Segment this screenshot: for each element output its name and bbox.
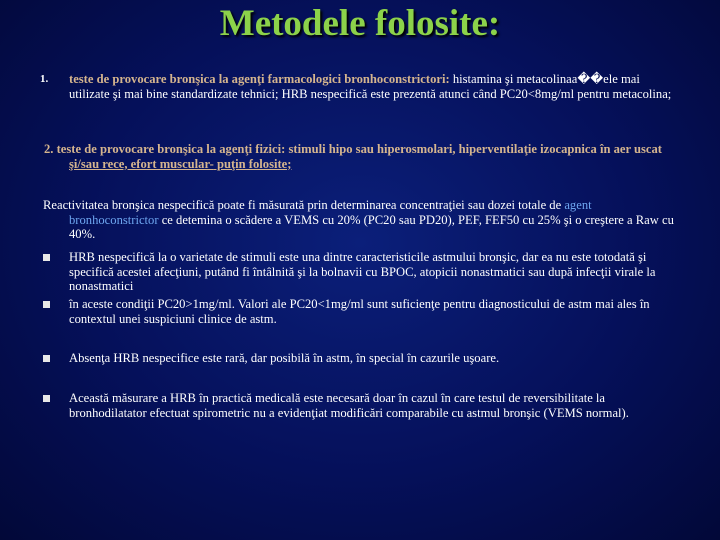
paragraph-part1: Reactivitatea bronşica nespecifică poate fi măsurată prin determinarea concentraţiei sau dozei totale de xyxy=(43,198,565,212)
bullet-item xyxy=(43,297,683,326)
bullet-square-icon xyxy=(43,254,50,261)
item-text-c: puţin folosite; xyxy=(213,156,292,171)
item-text xyxy=(69,72,680,101)
item-text-b: şi/sau rece, efort muscular- xyxy=(69,156,214,171)
bullet-square-icon xyxy=(43,301,50,308)
paragraph-highlight: agent bronhoconstrictor xyxy=(69,198,592,227)
bullet-text: Această măsurare a HRB în practică medicală este necesară doar în cazul în care testul de reversibilitate la bronhodilatator efectuat spirometric nu a evidenţiat modificări comparabile cu astmul bronşic (VEMS normal). xyxy=(69,391,629,420)
item-text xyxy=(44,142,684,171)
bullet-text: Absenţa HRB nespecifice este rară, dar posibilă în astm, în special în cazurile uşoare. xyxy=(69,351,500,365)
bullet-square-icon xyxy=(43,395,50,402)
bullet-text: în aceste condiţii PC20>1mg/ml. Valori ale PC20<1mg/ml sunt suficienţe pentru diagnosticului de astm mai ales în contextul unei suspiciuni clinice de astm. xyxy=(69,297,650,326)
item-number: 1. xyxy=(40,73,49,85)
paragraph-part2: ce detemina o scădere a VEMS cu 20% (PC20 sau PD20), PEF, FEF50 cu 25% şi o creştere a Raw cu 40%. xyxy=(69,212,674,241)
item-number: 2. xyxy=(44,142,54,156)
numbered-item-2 xyxy=(44,142,684,171)
bullet-item xyxy=(43,250,683,294)
item-text-a: teste de provocare bronşica la agenţi fizici: stimuli hipo sau hiperosmolari, hiperventilaţie izocapnica în aer uscat xyxy=(53,142,662,156)
slide-title: Metodele folosite: xyxy=(219,3,501,44)
bullet-item xyxy=(43,351,683,366)
bullet-text: HRB nespecifică la o varietate de stimuli este una dintre caracteristicile astmului bronşic, dar ea nu este totodată şi specifică acestei afecţiuni, putând fi întâlnită şi la bolnavii cu BPOC, atopicii nonastmatici sau după infecţii virale la nonastmatici xyxy=(69,250,656,293)
numbered-item-1 xyxy=(40,72,680,101)
main-paragraph xyxy=(43,198,683,242)
bullet-item xyxy=(43,391,683,420)
item-rest-text: histamina şi metacolinaa��ele mai utilizate şi mai bine standardizate tehnici; HRB nespecifică este prezentă atunci când PC20<8mg/ml pentru metacolina; xyxy=(69,72,672,101)
item-bold-text: teste de provocare bronşica la agenţi farmacologici bronhoconstrictori: xyxy=(69,72,450,86)
paragraph-text xyxy=(43,198,683,242)
bullet-square-icon xyxy=(43,355,50,362)
